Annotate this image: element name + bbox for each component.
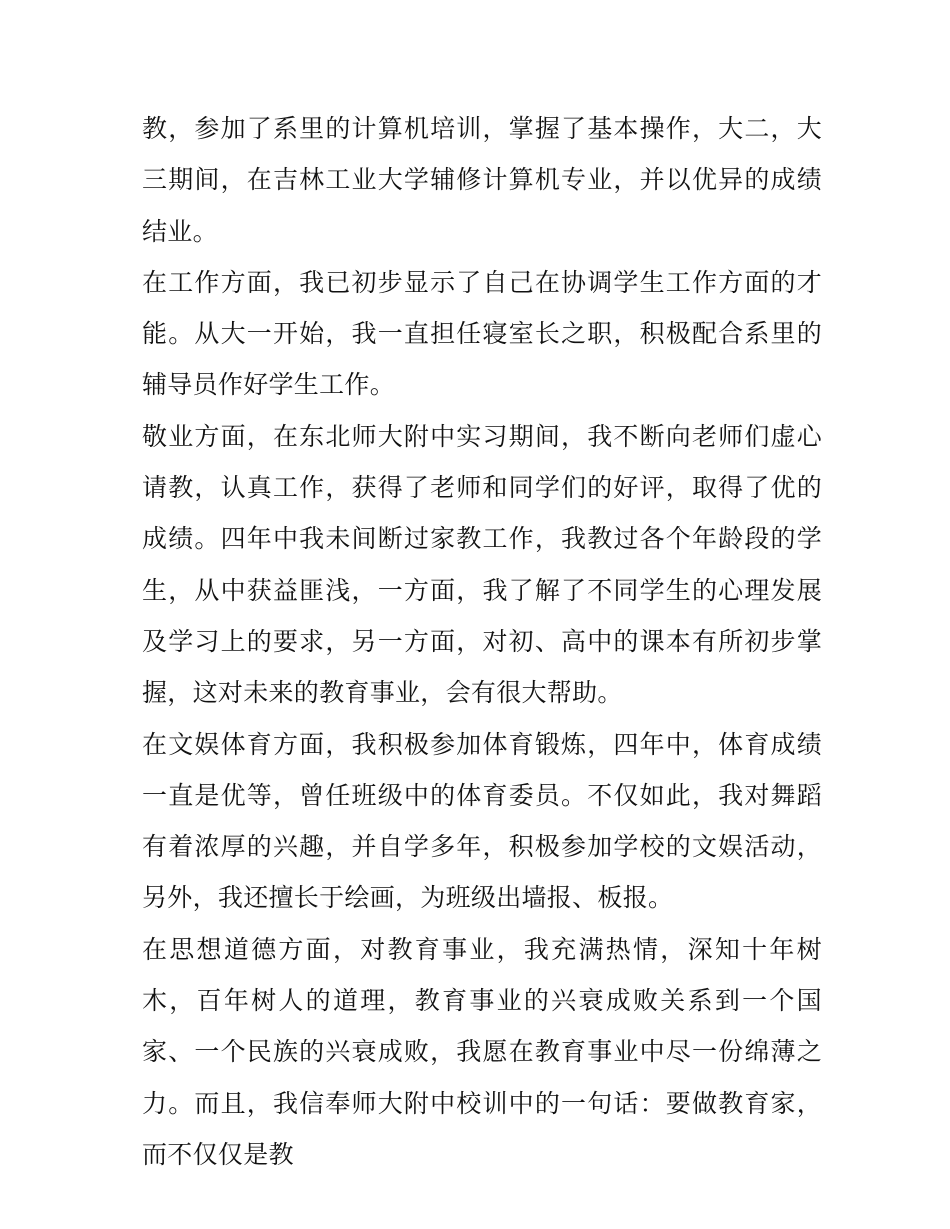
paragraph-work: 在工作方面，我已初步显示了自己在协调学生工作方面的才能。从大一开始，我一直担任寝室长之职，积极配合系里的辅导员作好学生工作。 xyxy=(142,267,822,400)
document-body xyxy=(142,103,822,1180)
paragraph-computer-training: 教，参加了系里的计算机培训，掌握了基本操作，大二，大三期间，在吉林工业大学辅修计算机专业，并以优异的成绩结业。 xyxy=(142,114,822,246)
paragraph-dedication: 敬业方面，在东北师大附中实习期间，我不断向老师们虚心请教，认真工作，获得了老师和同学们的好评，取得了优的成绩。四年中我未间断过家教工作，我教过各个年龄段的学生，从中获益匪浅，一方面，我了解了不同学生的心理发展及学习上的要求，另一方面，对初、高中的课本有所初步掌握，这对未来的教育事业，会有很大帮助。 xyxy=(142,421,822,708)
paragraph-arts-sports: 在文娱体育方面，我积极参加体育锻炼，四年中，体育成绩一直是优等，曾任班级中的体育委员。不仅如此，我对舞蹈有着浓厚的兴趣，并自学多年，积极参加学校的文娱活动，另外，我还擅长于绘画，为班级出墙报、板报。 xyxy=(142,729,822,913)
paragraph-ideology-morality: 在思想道德方面，对教育事业，我充满热情，深知十年树木，百年树人的道理，教育事业的兴衰成败关系到一个国家、一个民族的兴衰成败，我愿在教育事业中尽一份绵薄之力。而且，我信奉师大附中校训中的一句话：要做教育家，而不仅仅是教 xyxy=(142,934,822,1169)
